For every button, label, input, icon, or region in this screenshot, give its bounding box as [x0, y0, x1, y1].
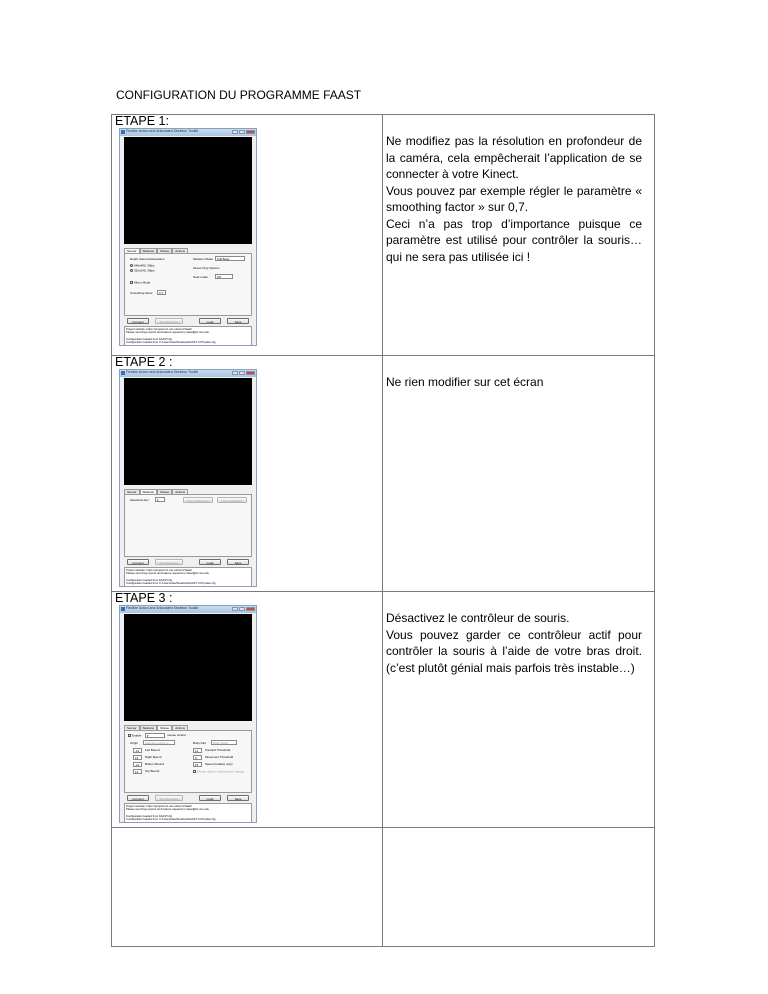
- smoothing-input[interactable]: 0.7: [157, 290, 166, 295]
- tab-actions[interactable]: Actions: [172, 489, 188, 494]
- log-output: Project website: https://projects.ict.usc.edu/mxr/faast/ Please send bug reports and feature requests to faast@ict.usc.edu. Configuration loaded from FAAST.cfg Configuration loaded from C:\Users\User\Desktop\FAAST 0.07\poker.cfg: [124, 567, 252, 587]
- minimize-icon[interactable]: [232, 130, 238, 134]
- start-emulator-button[interactable]: Start Emulator: [155, 795, 183, 801]
- app-icon: [121, 130, 125, 134]
- step-row: [112, 356, 655, 592]
- video-preview: [124, 378, 252, 485]
- step-3-description: Désactivez le contrôleur de souris. Vous pouvez garder ce contrôleur actif pour contrôler la souris à l’aide de votre bras droit. (c’est plutôt génial mais parfois très instable…): [386, 611, 642, 675]
- mouse-panel: [124, 730, 252, 793]
- minimize-icon[interactable]: [232, 607, 238, 611]
- left-bound-label: Left Bound: [145, 748, 160, 752]
- mouse-control-label: mouse control: [167, 733, 186, 737]
- tab-mouse[interactable]: Mouse: [157, 248, 172, 253]
- maximize-icon[interactable]: [239, 371, 245, 375]
- connect-button[interactable]: Connect: [127, 318, 149, 324]
- forward-threshold-input[interactable]: 12: [193, 748, 202, 753]
- log-output: Project website: https://projects.ict.usc.edu/mxr/faast/ Please send bug reports and feature requests to faast@ict.usc.edu. Configuration loaded from FAAST.cfg Configuration loaded from C:\Users\User\Desktop\FAAST 0.07\poker.cfg: [124, 326, 252, 346]
- movement-threshold-label: Movement Threshold: [205, 755, 234, 759]
- empty-cell-left: [112, 828, 383, 947]
- maximize-icon[interactable]: [239, 607, 245, 611]
- mirror-mode-checkbox[interactable]: Mirror Mode: [130, 281, 150, 285]
- res-320-option[interactable]: 320x240, 30fps: [130, 269, 155, 273]
- tab-mouse[interactable]: Mouse: [157, 489, 172, 494]
- start-emulator-button[interactable]: Start Emulator: [155, 559, 183, 565]
- window-titlebar: [120, 129, 256, 136]
- tab-skeleton[interactable]: Skeleton: [140, 248, 158, 253]
- minimize-icon[interactable]: [232, 371, 238, 375]
- close-icon[interactable]: [246, 371, 255, 375]
- document-title: CONFIGURATION DU PROGRAMME FAAST: [116, 88, 362, 102]
- empty-cell-right: [383, 828, 655, 947]
- top-bound-label: Top Bound: [145, 769, 160, 773]
- start-calibration-button[interactable]: Start Calibration: [183, 497, 213, 503]
- near-mode-select[interactable]: Off: [215, 274, 233, 279]
- right-bound-label: Right Bound: [145, 755, 162, 759]
- right-bound-input[interactable]: 12: [133, 755, 142, 760]
- speed-label: Speed (relative only): [205, 762, 233, 766]
- load-button[interactable]: Load: [199, 318, 221, 324]
- save-button[interactable]: Save: [227, 795, 249, 801]
- empty-row: [112, 828, 655, 947]
- step-row: [112, 115, 655, 356]
- window-title: Flexible Action and Articulated Skeleton Toolkit: [126, 129, 199, 133]
- step-3-cell: [112, 592, 383, 828]
- faast-window-skeleton: [119, 369, 257, 587]
- log-output: Project website: https://projects.ict.usc.edu/mxr/faast/ Please send bug reports and feature requests to faast@ict.usc.edu. Configuration loaded from FAAST.cfg Configuration loaded from C:\Users\User\Desktop\FAAST 0.07\poker.cfg: [124, 803, 252, 823]
- load-calibration-button[interactable]: Load Calibration: [217, 497, 247, 503]
- load-button[interactable]: Load: [199, 559, 221, 565]
- video-preview: [124, 614, 252, 721]
- skeleton-mode-label: Skeleton Mode: [193, 257, 214, 261]
- tab-skeleton[interactable]: Skeleton: [140, 489, 158, 494]
- step-1-cell: [112, 115, 383, 356]
- depth-resolution-label: Depth Camera Resolution: [130, 257, 165, 261]
- tab-skeleton[interactable]: Skeleton: [140, 725, 158, 730]
- window-title: Flexible Action and Articulated Skeleton Toolkit: [126, 606, 199, 610]
- step-row: [112, 592, 655, 828]
- steps-table: [111, 114, 655, 947]
- origin-select[interactable]: Absolute (screen): [143, 740, 175, 745]
- res-640-option[interactable]: 640x480, 30fps: [130, 264, 155, 268]
- movement-threshold-input[interactable]: 0: [193, 755, 202, 760]
- kinect-only-label: Kinect Only Options: [193, 266, 220, 270]
- step-1-description-cell: [383, 115, 655, 356]
- enable-checkbox[interactable]: Enable: [128, 734, 141, 738]
- top-bound-input[interactable]: 12: [133, 769, 142, 774]
- step-2-cell: [112, 356, 383, 592]
- close-icon[interactable]: [246, 607, 255, 611]
- body-part-select[interactable]: Right Hand: [211, 740, 237, 745]
- selected-user-select[interactable]: ▾: [155, 497, 165, 502]
- skeleton-panel: [124, 494, 252, 557]
- speed-input[interactable]: 15: [193, 762, 202, 767]
- origin-label: Origin: [130, 741, 139, 745]
- tab-sensor[interactable]: Sensor: [124, 725, 140, 730]
- app-icon: [121, 607, 125, 611]
- maximize-icon[interactable]: [239, 130, 245, 134]
- connect-button[interactable]: Connect: [127, 795, 149, 801]
- window-title: Flexible Action and Articulated Skeleton Toolkit: [126, 370, 199, 374]
- mouse-mode-select[interactable]: ▾: [145, 733, 165, 738]
- forward-threshold-label: Forward Threshold: [205, 748, 231, 752]
- bottom-bound-input[interactable]: -12: [133, 762, 142, 767]
- start-emulator-button[interactable]: Start Emulator: [155, 318, 183, 324]
- step-1-label: ETAPE 1:: [115, 114, 169, 128]
- sensor-panel: [124, 253, 252, 316]
- tab-actions[interactable]: Actions: [172, 248, 188, 253]
- tab-sensor[interactable]: Sensor: [124, 489, 140, 494]
- load-button[interactable]: Load: [199, 795, 221, 801]
- app-icon: [121, 371, 125, 375]
- connect-button[interactable]: Connect: [127, 559, 149, 565]
- tab-sensor[interactable]: Sensor: [124, 248, 140, 253]
- bottom-bound-label: Bottom Bound: [145, 762, 165, 766]
- save-button[interactable]: Save: [227, 318, 249, 324]
- step-3-label: ETAPE 3 :: [115, 591, 173, 605]
- left-bound-input[interactable]: -12: [133, 748, 142, 753]
- tab-actions[interactable]: Actions: [172, 725, 188, 730]
- body-part-label: Body Part: [193, 741, 207, 745]
- step-2-description-cell: [383, 356, 655, 592]
- video-preview: [124, 137, 252, 244]
- faast-window-sensor: [119, 128, 257, 346]
- step-2-description: Ne rien modifier sur cet écran: [386, 375, 544, 389]
- step-3-description-cell: [383, 592, 655, 828]
- faast-window-mouse: [119, 605, 257, 823]
- click-checkbox[interactable]: Mouse click on click pointer change: [193, 770, 244, 774]
- step-2-label: ETAPE 2 :: [115, 355, 173, 369]
- step-1-description: Ne modifiez pas la résolution en profondeur de la caméra, cela empêcherait l’application de se connecter à votre Kinect. Vous pouvez par exemple régler le paramètre « smoothing factor » sur 0,7. Ceci n’a pas trop d’importance puisque ce paramètre est utilisé pour contrôler la souris… qui ne sera pas utilisée ici !: [386, 134, 642, 264]
- skeleton-mode-select[interactable]: Full Body: [215, 256, 245, 261]
- selected-user-label: Selected User: [130, 498, 149, 502]
- close-icon[interactable]: [246, 130, 255, 134]
- save-button[interactable]: Save: [227, 559, 249, 565]
- tab-mouse[interactable]: Mouse: [157, 725, 172, 730]
- near-mode-label: Near mode: [193, 275, 208, 279]
- smoothing-label: Smoothing factor: [130, 291, 153, 295]
